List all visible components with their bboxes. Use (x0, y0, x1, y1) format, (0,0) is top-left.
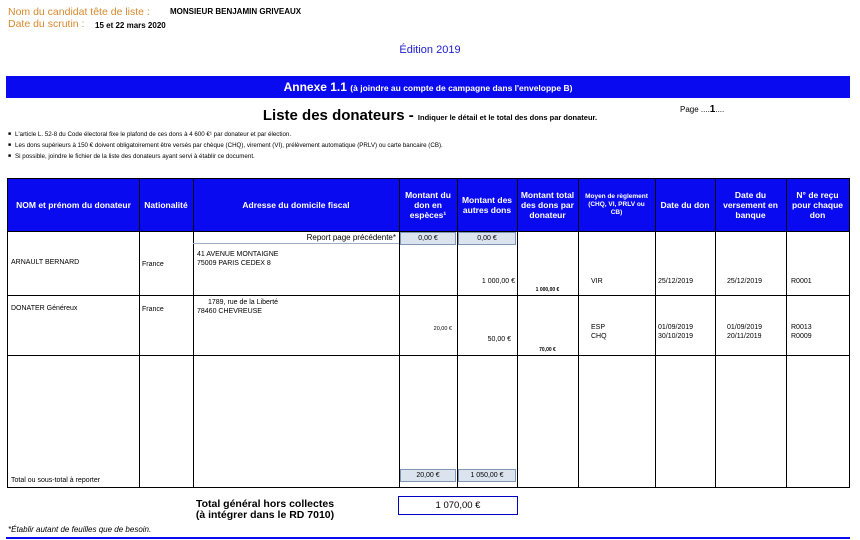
table-row-date-bank: 20/11/2019 (727, 333, 762, 340)
table-row-date-bank: 25/12/2019 (727, 278, 763, 285)
table-row-nationality: France (142, 261, 164, 268)
col-header-nationality: Nationalité (139, 179, 193, 231)
table-row-total: 70,00 € (539, 347, 556, 353)
table-row-address: 1789, rue de la Liberté (208, 299, 279, 306)
column-divider (715, 179, 716, 487)
annex-title: Annexe 1.1 (283, 80, 347, 94)
column-divider (139, 179, 140, 487)
col-header-cash: Montant du don en espèces¹ (399, 179, 457, 231)
page-suffix: .... (715, 105, 725, 114)
col-header-address: Adresse du domicile fiscal (193, 179, 399, 231)
annex-banner (6, 76, 850, 98)
page-number (680, 104, 724, 115)
instruction-item: ■ Si possible, joindre le fichier de la liste des donateurs ayant servi à établir ce document. (8, 151, 443, 162)
column-divider (786, 179, 787, 487)
column-divider (655, 179, 656, 487)
report-cash: 0,00 € (400, 232, 456, 245)
col-header-receipt: N° de reçu pour chaque don (786, 179, 849, 231)
candidate-value: MONSIEUR BENJAMIN GRIVEAUX (170, 7, 302, 16)
column-divider (457, 179, 458, 487)
column-divider (193, 179, 194, 487)
grand-total-line2: (à intégrer dans le RD 7010) (195, 509, 335, 521)
donors-table (7, 178, 850, 488)
table-row-method: CHQ (591, 333, 607, 340)
grand-total-label (190, 499, 340, 521)
table-row-other: 1 000,00 € (481, 278, 515, 285)
column-divider (399, 179, 400, 487)
edition-label: Édition 2019 (399, 44, 461, 56)
page-title (0, 107, 860, 124)
col-header-other: Montant des autres dons (457, 179, 517, 231)
table-row-receipt: R0001 (791, 278, 812, 285)
row-divider (8, 355, 849, 356)
page-label: Page .... (680, 105, 710, 114)
date-value: 15 et 22 mars 2020 (95, 21, 166, 30)
title-sub: Indiquer le détail et le total des dons par donateur. (417, 113, 598, 122)
date-label: Date du scrutin : (8, 18, 85, 30)
col-header-name: NOM et prénom du donateur (8, 179, 139, 231)
title-main: Liste des donateurs - (262, 107, 414, 124)
table-row-name: ARNAULT BERNARD (11, 259, 80, 266)
table-row-receipt: R0009 (791, 333, 812, 340)
table-row-name: DONATER Généreux (11, 305, 78, 312)
bottom-rule (6, 537, 850, 539)
annex-note: (à joindre au compte de campagne dans l'enveloppe B) (350, 83, 573, 93)
report-divider (193, 243, 399, 244)
column-divider (578, 179, 579, 487)
col-header-date-don: Date du don (655, 179, 715, 231)
col-header-total: Montant total des dons par donateur (517, 179, 578, 231)
table-row-receipt: R0013 (791, 324, 812, 331)
page-number-value: 1 (709, 104, 716, 115)
table-row-total: 1 000,00 € (535, 287, 560, 293)
grand-total-line1: Total général hors collectes (195, 498, 335, 510)
instruction-item: ■ L'article L. 52-8 du Code électoral fixe le plafond de ces dons à 4 600 €¹ par donateur et par élection. (8, 129, 443, 140)
col-header-date-bank: Date du versement en banque (715, 179, 786, 231)
table-row-address: 78460 CHEVREUSE (197, 308, 262, 315)
grand-total-value: 1 070,00 € (398, 496, 518, 515)
table-row-address: 75009 PARIS CEDEX 8 (197, 260, 271, 267)
table-row-date-don: 30/10/2019 (658, 333, 694, 340)
footnote: *Établir autant de feuilles que de besoin. (8, 525, 152, 534)
table-row-method: VIR (591, 278, 603, 285)
candidate-label: Nom du candidat tête de liste : (8, 6, 150, 18)
row-divider (8, 295, 849, 296)
table-row-date-don: 25/12/2019 (658, 278, 694, 285)
table-row-nationality: France (142, 306, 164, 313)
instructions-list (8, 129, 443, 162)
table-row-cash: 20,00 € (433, 326, 452, 332)
instruction-item: ■ Les dons supérieurs à 150 € doivent obligatoirement être versés par chèque (CHQ), virement (VI), prélèvement automatique (PRLV) ou carte bancaire (CB). (8, 140, 443, 151)
report-other: 0,00 € (458, 232, 516, 245)
table-row-date-bank: 01/09/2019 (727, 324, 763, 331)
column-divider (517, 179, 518, 487)
table-row-address: 41 AVENUE MONTAIGNE (197, 251, 279, 258)
table-row-other: 50,00 € (487, 336, 511, 343)
subtotal-label: Total ou sous-total à reporter (11, 477, 101, 484)
subtotal-cash: 20,00 € (400, 469, 456, 482)
table-row-method: ESP (591, 324, 606, 331)
report-label: Report page précédente* (306, 233, 396, 242)
table-row-date-don: 01/09/2019 (658, 324, 694, 331)
col-header-method: Moyen de règlement (CHQ, VI, PRLV ou CB) (578, 179, 655, 231)
subtotal-other: 1 050,00 € (458, 469, 516, 482)
